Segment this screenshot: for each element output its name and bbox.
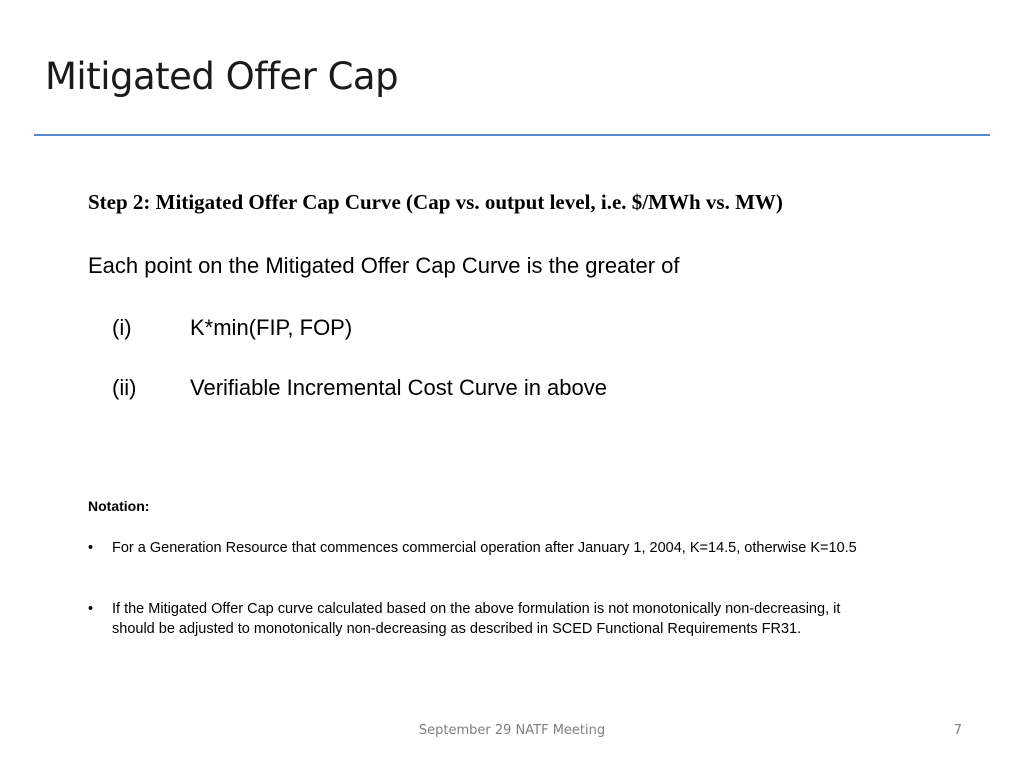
condition-text: K*min(FIP, FOP) xyxy=(190,315,353,340)
condition-text: Verifiable Incremental Cost Curve in above xyxy=(190,375,607,400)
condition-number: (ii) xyxy=(112,375,137,400)
condition-item xyxy=(112,315,352,341)
step-heading: Step 2: Mitigated Offer Cap Curve (Cap vs. output level, i.e. $/MWh vs. MW) xyxy=(88,190,783,214)
notation-bullet xyxy=(88,538,888,558)
condition-item xyxy=(112,375,607,401)
notation-bullet xyxy=(88,599,888,639)
condition-number: (i) xyxy=(112,315,132,340)
intro-text: Each point on the Mitigated Offer Cap Curve is the greater of xyxy=(88,253,680,278)
slide-title: Mitigated Offer Cap xyxy=(45,55,399,98)
bullet-marker: • xyxy=(88,601,94,617)
bullet-text: For a Generation Resource that commences commercial operation after January 1, 2004, K=14.5, otherwise K=10.5 xyxy=(112,540,857,556)
bullet-marker: • xyxy=(88,540,94,556)
title-divider xyxy=(34,134,990,136)
page-number: 7 xyxy=(953,723,962,738)
notation-heading: Notation: xyxy=(88,498,150,514)
slide-footer: September 29 NATF Meeting xyxy=(418,723,606,738)
bullet-text: If the Mitigated Offer Cap curve calculated based on the above formulation is not monotonically non-decreasing, it should be adjusted to monotonically non-decreasing as described in SCED Functional Requirements FR31. xyxy=(112,601,841,637)
